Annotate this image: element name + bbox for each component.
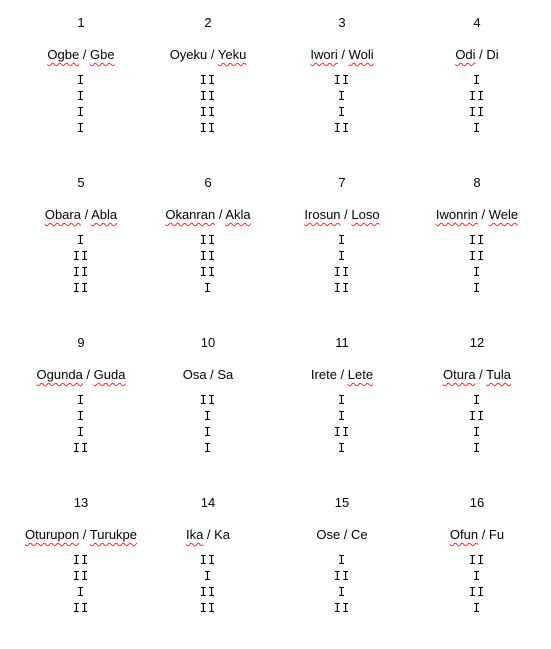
odu-alias-name: Ka — [214, 527, 231, 542]
double-mark: II — [333, 121, 351, 135]
single-mark: I — [337, 393, 347, 407]
single-mark: I — [337, 89, 347, 103]
single-mark: I — [76, 409, 86, 423]
double-mark: II — [333, 281, 351, 295]
odu-name — [140, 46, 276, 64]
name-separator: / — [79, 527, 90, 542]
odu-number: 1 — [77, 15, 85, 30]
odu-cell — [274, 175, 410, 296]
odu-alias-name: Sa — [217, 367, 234, 382]
odu-marks — [409, 232, 545, 296]
single-mark: I — [76, 393, 86, 407]
single-mark: I — [76, 121, 86, 135]
odu-alias-name: Loso — [351, 207, 380, 222]
single-mark: I — [472, 441, 482, 455]
double-mark: II — [72, 441, 90, 455]
odu-cell — [13, 15, 149, 136]
single-mark: I — [76, 89, 86, 103]
name-separator: / — [475, 47, 487, 62]
double-mark: II — [468, 585, 486, 599]
odu-cell — [409, 175, 545, 296]
single-mark: I — [203, 441, 213, 455]
name-separator: / — [340, 207, 352, 222]
double-mark: II — [199, 233, 217, 247]
odu-cell — [274, 495, 410, 616]
single-mark: I — [76, 585, 86, 599]
double-mark: II — [72, 265, 90, 279]
double-mark: II — [333, 73, 351, 87]
double-mark: II — [468, 105, 486, 119]
double-mark: II — [199, 393, 217, 407]
double-mark: II — [199, 73, 217, 87]
single-mark: I — [76, 73, 86, 87]
odu-primary-name: Odi — [455, 47, 476, 62]
odu-primary-name: Irosun — [304, 207, 341, 222]
odu-alias-name: Guda — [93, 367, 126, 382]
single-mark: I — [337, 585, 347, 599]
odu-primary-name: Ogbe — [47, 47, 80, 62]
odu-name — [274, 46, 410, 64]
odu-alias-name: Wele — [488, 207, 519, 222]
odu-name — [140, 206, 276, 224]
double-mark: II — [468, 409, 486, 423]
odu-name — [13, 206, 149, 224]
odu-alias-name: Abla — [91, 207, 118, 222]
odu-name — [409, 366, 545, 384]
odu-name — [13, 526, 149, 544]
odu-marks — [409, 392, 545, 456]
double-mark: II — [333, 601, 351, 615]
odu-marks — [409, 552, 545, 616]
odu-marks — [274, 232, 410, 296]
odu-number: 16 — [469, 495, 485, 510]
odu-cell — [140, 335, 276, 456]
odu-primary-name: Otura — [443, 367, 476, 382]
name-separator: / — [337, 47, 349, 62]
single-mark: I — [472, 601, 482, 615]
name-separator: / — [475, 367, 487, 382]
odu-number: 15 — [334, 495, 350, 510]
odu-name — [13, 46, 149, 64]
odu-cell — [409, 335, 545, 456]
single-mark: I — [472, 569, 482, 583]
single-mark: I — [472, 121, 482, 135]
single-mark: I — [472, 393, 482, 407]
odu-number: 7 — [338, 175, 346, 190]
odu-name — [409, 526, 545, 544]
odu-alias-name: Ce — [351, 527, 368, 542]
double-mark: II — [199, 585, 217, 599]
odu-marks — [140, 72, 276, 136]
odu-name — [274, 526, 410, 544]
odu-name — [13, 366, 149, 384]
odu-name — [140, 366, 276, 384]
single-mark: I — [337, 233, 347, 247]
odu-alias-name: Gbe — [90, 47, 115, 62]
odu-marks — [409, 72, 545, 136]
double-mark: II — [72, 601, 90, 615]
odu-cell — [13, 175, 149, 296]
double-mark: II — [199, 265, 217, 279]
odu-primary-name: Oturupon — [24, 527, 80, 542]
odu-marks — [274, 72, 410, 136]
name-separator: / — [206, 367, 218, 382]
single-mark: I — [203, 281, 213, 295]
double-mark: II — [199, 553, 217, 567]
name-separator: / — [79, 47, 91, 62]
odu-cell — [409, 15, 545, 136]
single-mark: I — [337, 105, 347, 119]
double-mark: II — [333, 265, 351, 279]
single-mark: I — [472, 281, 482, 295]
odu-number: 5 — [77, 175, 85, 190]
odu-primary-name: Iwonrin — [435, 207, 478, 222]
name-separator: / — [203, 527, 215, 542]
odu-primary-name: Ika — [185, 527, 204, 542]
double-mark: II — [468, 233, 486, 247]
odu-alias-name: Akla — [225, 207, 251, 222]
odu-primary-name: Osa — [182, 367, 207, 382]
name-separator: / — [478, 527, 489, 542]
odu-alias-name: Turukpe — [89, 527, 138, 542]
odu-number: 3 — [338, 15, 346, 30]
single-mark: I — [76, 425, 86, 439]
single-mark: I — [203, 409, 213, 423]
odu-marks — [274, 552, 410, 616]
odu-marks — [140, 392, 276, 456]
double-mark: II — [199, 105, 217, 119]
odu-marks — [274, 392, 410, 456]
odu-name — [140, 526, 276, 544]
single-mark: I — [472, 73, 482, 87]
odu-primary-name: Okanran — [165, 207, 216, 222]
odu-cell — [140, 495, 276, 616]
single-mark: I — [337, 249, 347, 263]
odu-cell — [13, 335, 149, 456]
odu-marks — [13, 392, 149, 456]
odu-marks — [140, 552, 276, 616]
name-separator: / — [340, 527, 352, 542]
odu-alias-name: Yeku — [217, 47, 247, 62]
odu-marks — [13, 552, 149, 616]
odu-cell — [409, 495, 545, 616]
odu-cell — [274, 335, 410, 456]
odu-name — [274, 366, 410, 384]
odu-number: 14 — [200, 495, 216, 510]
odu-cell — [140, 15, 276, 136]
double-mark: II — [72, 281, 90, 295]
odu-number: 12 — [469, 335, 485, 350]
single-mark: I — [337, 409, 347, 423]
double-mark: II — [468, 249, 486, 263]
single-mark: I — [337, 441, 347, 455]
double-mark: II — [199, 601, 217, 615]
odu-primary-name: Ofun — [449, 527, 479, 542]
odu-marks — [13, 232, 149, 296]
double-mark: II — [468, 553, 486, 567]
odu-alias-name: Woli — [348, 47, 374, 62]
odu-primary-name: Obara — [44, 207, 81, 222]
odu-primary-name: Iwori — [310, 47, 338, 62]
odu-primary-name: Irete — [310, 367, 337, 382]
name-separator: / — [80, 207, 92, 222]
odu-cell — [13, 495, 149, 616]
odu-number: 10 — [200, 335, 216, 350]
single-mark: I — [472, 265, 482, 279]
odu-number: 6 — [204, 175, 212, 190]
odu-number: 13 — [73, 495, 89, 510]
single-mark: I — [76, 105, 86, 119]
name-separator: / — [477, 207, 489, 222]
single-mark: I — [76, 233, 86, 247]
name-separator: / — [207, 47, 218, 62]
odu-number: 9 — [77, 335, 85, 350]
odu-primary-name: Ose — [316, 527, 341, 542]
double-mark: II — [72, 569, 90, 583]
double-mark: II — [199, 89, 217, 103]
odu-name — [409, 206, 545, 224]
odu-alias-name: Lete — [347, 367, 374, 382]
double-mark: II — [199, 249, 217, 263]
odu-alias-name: Tula — [486, 367, 511, 382]
name-separator: / — [82, 367, 94, 382]
double-mark: II — [72, 249, 90, 263]
odu-marks — [13, 72, 149, 136]
odu-number: 11 — [335, 335, 349, 350]
single-mark: I — [472, 425, 482, 439]
odu-cell — [140, 175, 276, 296]
double-mark: II — [468, 89, 486, 103]
double-mark: II — [333, 425, 351, 439]
double-mark: II — [72, 553, 90, 567]
double-mark: II — [333, 569, 351, 583]
odu-number: 2 — [204, 15, 212, 30]
odu-number: 4 — [473, 15, 481, 30]
name-separator: / — [215, 207, 226, 222]
single-mark: I — [337, 553, 347, 567]
odu-number: 8 — [473, 175, 481, 190]
odu-name — [274, 206, 410, 224]
odu-alias-name: Di — [486, 47, 499, 62]
double-mark: II — [199, 121, 217, 135]
odu-primary-name: Oyeku — [169, 47, 208, 62]
odu-alias-name: Fu — [488, 527, 505, 542]
single-mark: I — [203, 425, 213, 439]
name-separator: / — [336, 367, 348, 382]
odu-name — [409, 46, 545, 64]
single-mark: I — [203, 569, 213, 583]
odu-marks — [140, 232, 276, 296]
odu-cell — [274, 15, 410, 136]
odu-primary-name: Ogunda — [36, 367, 83, 382]
